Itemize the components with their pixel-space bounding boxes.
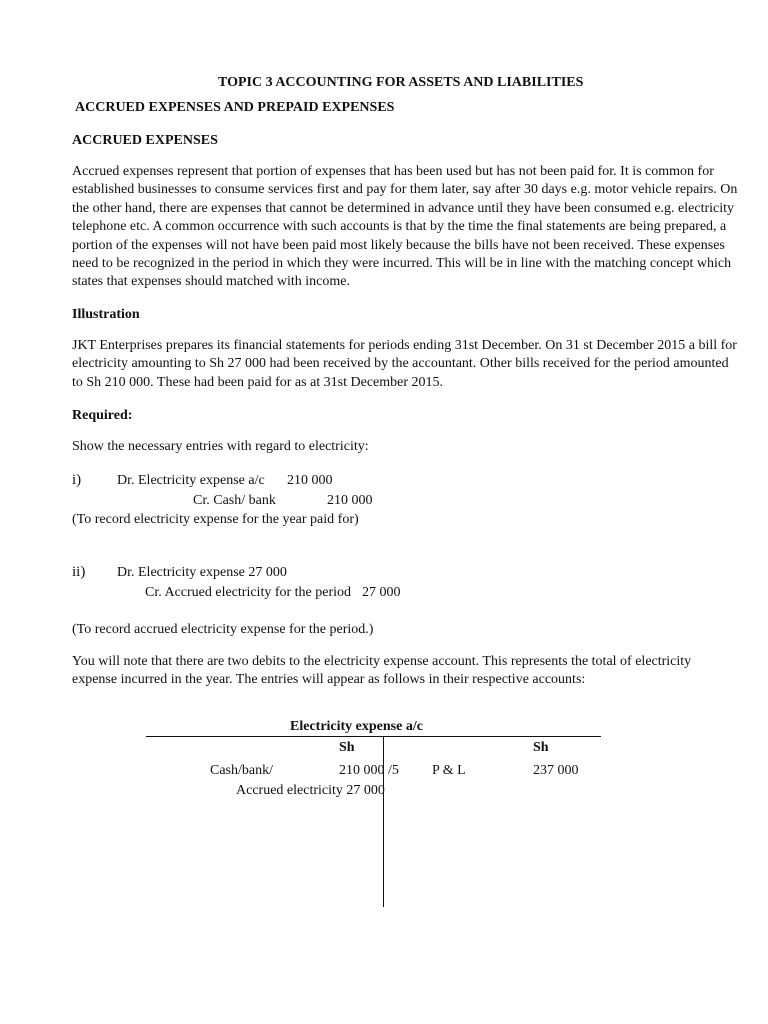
illustration-line: electricity amounting to Sh 27 000 had been received by the accountant. Other bills received for the period amounted: [72, 356, 729, 372]
t-account-right-row1-label: P & L: [432, 763, 466, 778]
entry2-credit-amount: 27 000: [362, 585, 401, 600]
note-paragraph: [72, 653, 732, 690]
required-heading: Required:: [72, 408, 133, 423]
entry1-credit: Cr. Cash/ bank: [193, 493, 276, 508]
entry1-credit-amount: 210 000: [327, 493, 373, 508]
t-account-left-row1-amount: 210 000 /5: [339, 763, 399, 778]
entry2-note: (To record accrued electricity expense for the period.): [72, 622, 374, 637]
note-line: You will note that there are two debits to the electricity expense account. This represents the total of electricity: [72, 654, 692, 669]
entry1-note: (To record electricity expense for the year paid for): [72, 512, 359, 527]
intro-line: the other hand, there are expenses that cannot be determined in advance until they have been consumed e.g. electricity: [72, 200, 735, 216]
entry2-marker: ii): [72, 564, 86, 580]
t-account-left-header: Sh: [339, 740, 355, 755]
intro-line: established businesses to consume services first and pay for them later, say after 30 days e.g. motor vehicle repairs. On: [72, 182, 738, 198]
intro-line: Accrued expenses represent that portion of expenses that has been used but has not been paid for. It is common for: [72, 164, 714, 179]
illustration-line: to Sh 210 000. These had been paid for as at 31st December 2015.: [72, 374, 444, 390]
section-heading: ACCRUED EXPENSES: [72, 133, 218, 148]
illustration-line: JKT Enterprises prepares its financial statements for periods ending 31st December. On 31 st December 2015 a bill for: [72, 338, 737, 353]
t-account-title: Electricity expense a/c: [290, 719, 423, 734]
note-line: expense incurred in the year. The entries will appear as follows in their respective accounts:: [72, 672, 586, 688]
intro-line: portion of the expenses will not have been paid most likely because the bills have not been received. These expenses: [72, 237, 725, 253]
page-title: TOPIC 3 ACCOUNTING FOR ASSETS AND LIABILITIES: [218, 75, 584, 90]
intro-line: telephone etc. A common occurrence with such accounts is that by the time the final statements are being prepared, a: [72, 219, 727, 235]
entry1-debit-amount: 210 000: [287, 473, 333, 488]
required-text: Show the necessary entries with regard to electricity:: [72, 439, 369, 454]
intro-paragraph: [72, 163, 738, 292]
entry1-debit: Dr. Electricity expense a/c: [117, 473, 265, 488]
intro-line: states that expenses should matched with income.: [72, 274, 350, 290]
t-account-right-header: Sh: [533, 740, 549, 755]
t-account-right-row1-amount: 237 000: [533, 763, 579, 778]
t-account-left-row2: Accrued electricity 27 000: [236, 783, 385, 798]
t-account-left-row1-label: Cash/bank/: [210, 763, 273, 778]
illustration-paragraph: [72, 337, 737, 392]
entry2-debit: Dr. Electricity expense 27 000: [117, 565, 287, 580]
entry2-credit: Cr. Accrued electricity for the period: [145, 585, 352, 600]
illustration-heading: Illustration: [72, 307, 140, 322]
entry1-marker: i): [72, 472, 82, 488]
t-account-top-rule: [146, 736, 601, 737]
intro-line: need to be recognized in the period in which they were incurred. This will be in line with the matching concept which: [72, 256, 732, 272]
page-subtitle: ACCRUED EXPENSES AND PREPAID EXPENSES: [75, 100, 395, 115]
